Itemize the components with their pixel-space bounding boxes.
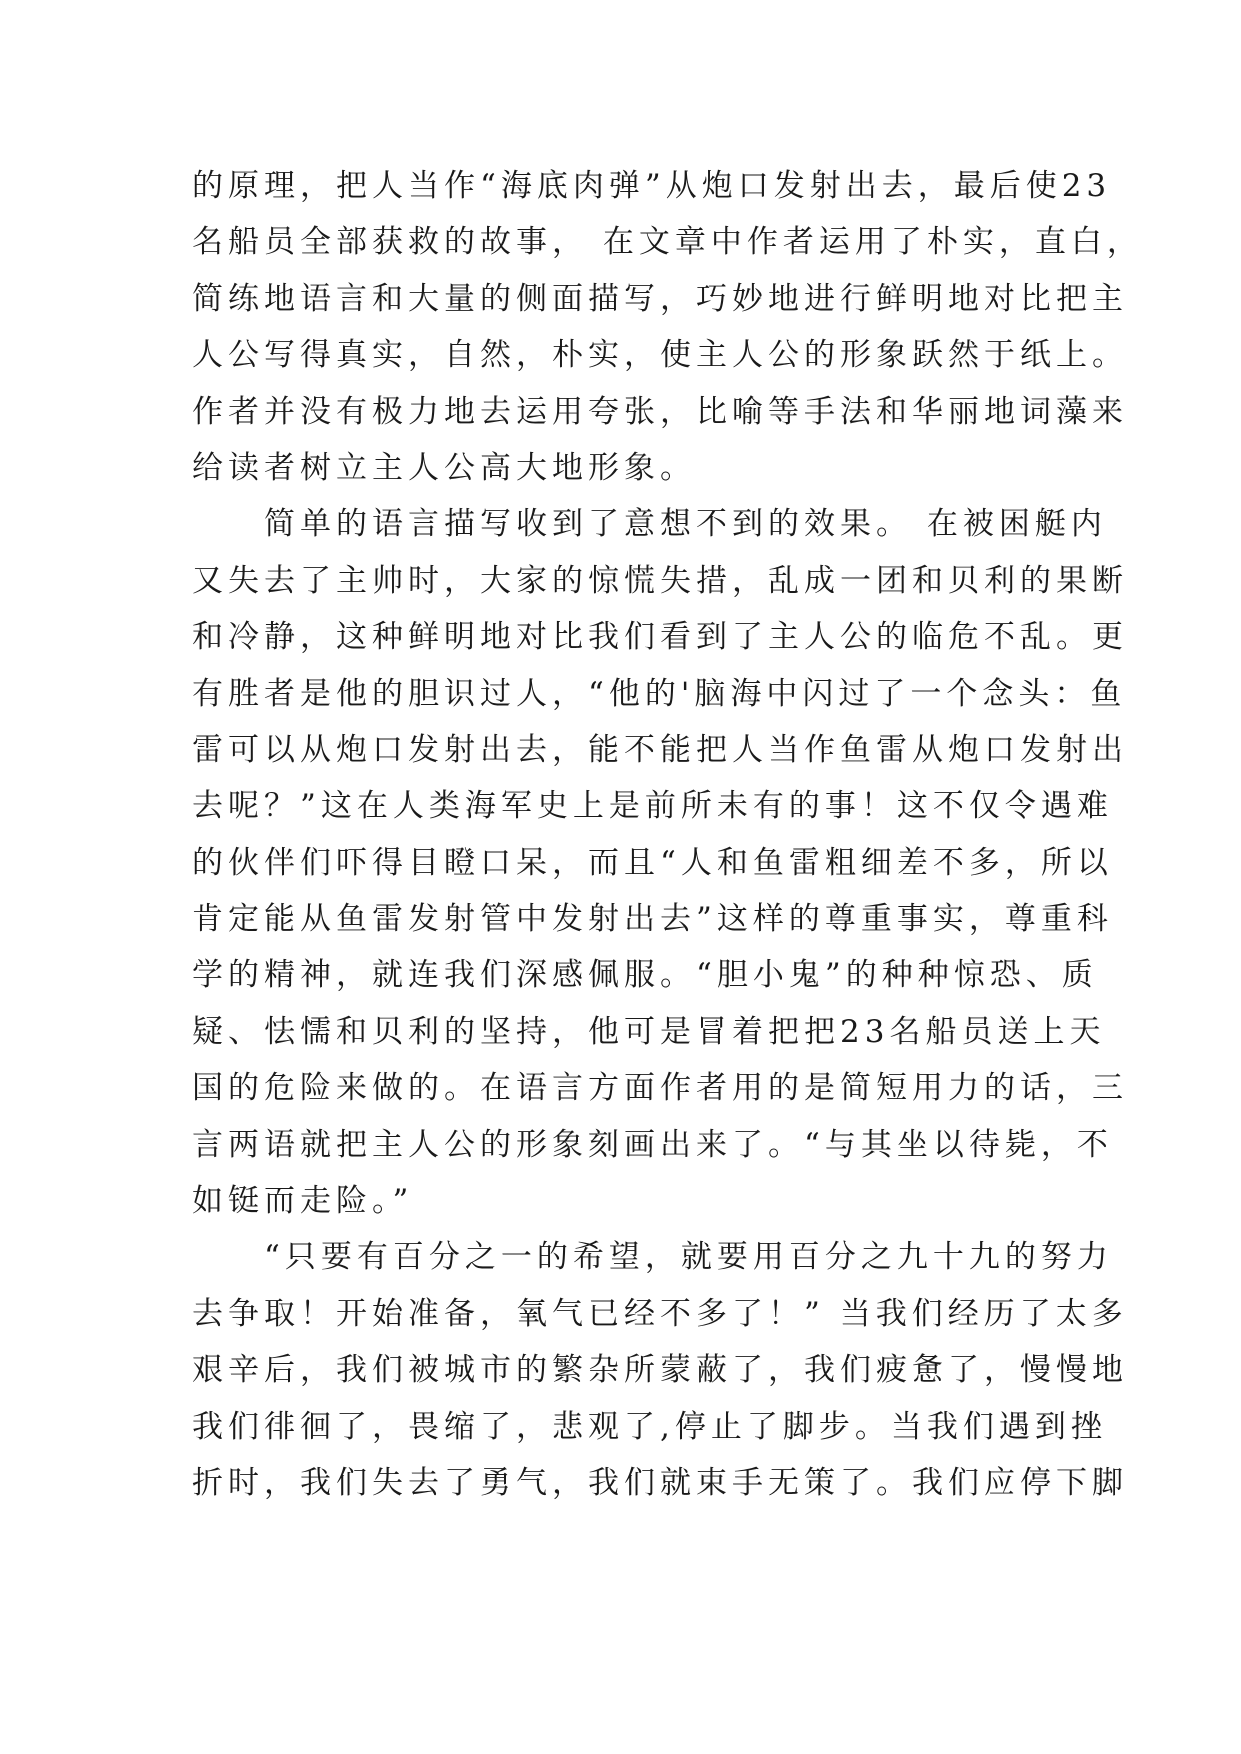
text-line: 和冷静，这种鲜明地对比我们看到了主人公的临危不乱。更 — [192, 619, 1128, 656]
text-line: 的伙伴们吓得目瞪口呆，而且“人和鱼雷粗细差不多，所以 — [192, 844, 1113, 881]
text-line: 肯定能从鱼雷发射管中发射出去”这样的尊重事实，尊重科 — [192, 901, 1113, 938]
text-line: 疑、怯懦和贝利的坚持，他可是冒着把把23名船员送上天 — [192, 1013, 1106, 1050]
text-line: 国的危险来做的。在语言方面作者用的是简短用力的话，三 — [192, 1070, 1128, 1107]
text-line: 作者并没有极力地去运用夸张，比喻等手法和华丽地词藻来 — [192, 393, 1128, 430]
text-line: 去争取！开始准备，氧气已经不多了！” 当我们经历了太多 — [192, 1295, 1128, 1332]
text-line: 简单的语言描写收到了意想不到的效果。 在被困艇内 — [192, 506, 1107, 543]
text-line: 又失去了主帅时，大家的惊慌失措，乱成一团和贝利的果断 — [192, 562, 1128, 599]
text-line: 折时，我们失去了勇气，我们就束手无策了。我们应停下脚 — [192, 1464, 1128, 1501]
text-line: 有胜者是他的胆识过人，“他的'脑海中闪过了一个念头：鱼 — [192, 675, 1127, 712]
text-line: 名船员全部获救的故事， 在文章中作者运用了朴实，直白， — [192, 224, 1143, 261]
text-line: 学的精神，就连我们深感佩服。“胆小鬼”的种种惊恐、质 — [192, 957, 1098, 994]
text-line: 言两语就把主人公的形象刻画出来了。“与其坐以待毙，不 — [192, 1126, 1113, 1163]
text-line: 人公写得真实，自然，朴实，使主人公的形象跃然于纸上。 — [192, 337, 1128, 374]
text-line: 我们徘徊了，畏缩了，悲观了,停止了脚步。当我们遇到挫 — [192, 1408, 1107, 1445]
text-line: 去呢？”这在人类海军史上是前所未有的事！这不仅令遇难 — [192, 788, 1113, 825]
document-body — [192, 158, 1143, 1511]
text-line: 给读者树立主人公高大地形象。 — [192, 449, 696, 486]
text-line: 如铤而走险。” — [192, 1183, 414, 1220]
text-line: 雷可以从炮口发射出去，能不能把人当作鱼雷从炮口发射出 — [192, 731, 1128, 768]
text-line: 的原理，把人当作“海底肉弹”从炮口发射出去，最后使23 — [192, 168, 1112, 204]
text-line: 艰辛后，我们被城市的繁杂所蒙蔽了，我们疲惫了，慢慢地 — [192, 1352, 1128, 1389]
text-line: 简练地语言和大量的侧面描写，巧妙地进行鲜明地对比把主 — [192, 280, 1128, 317]
text-line: “只要有百分之一的希望，就要用百分之九十九的努力 — [192, 1239, 1113, 1276]
